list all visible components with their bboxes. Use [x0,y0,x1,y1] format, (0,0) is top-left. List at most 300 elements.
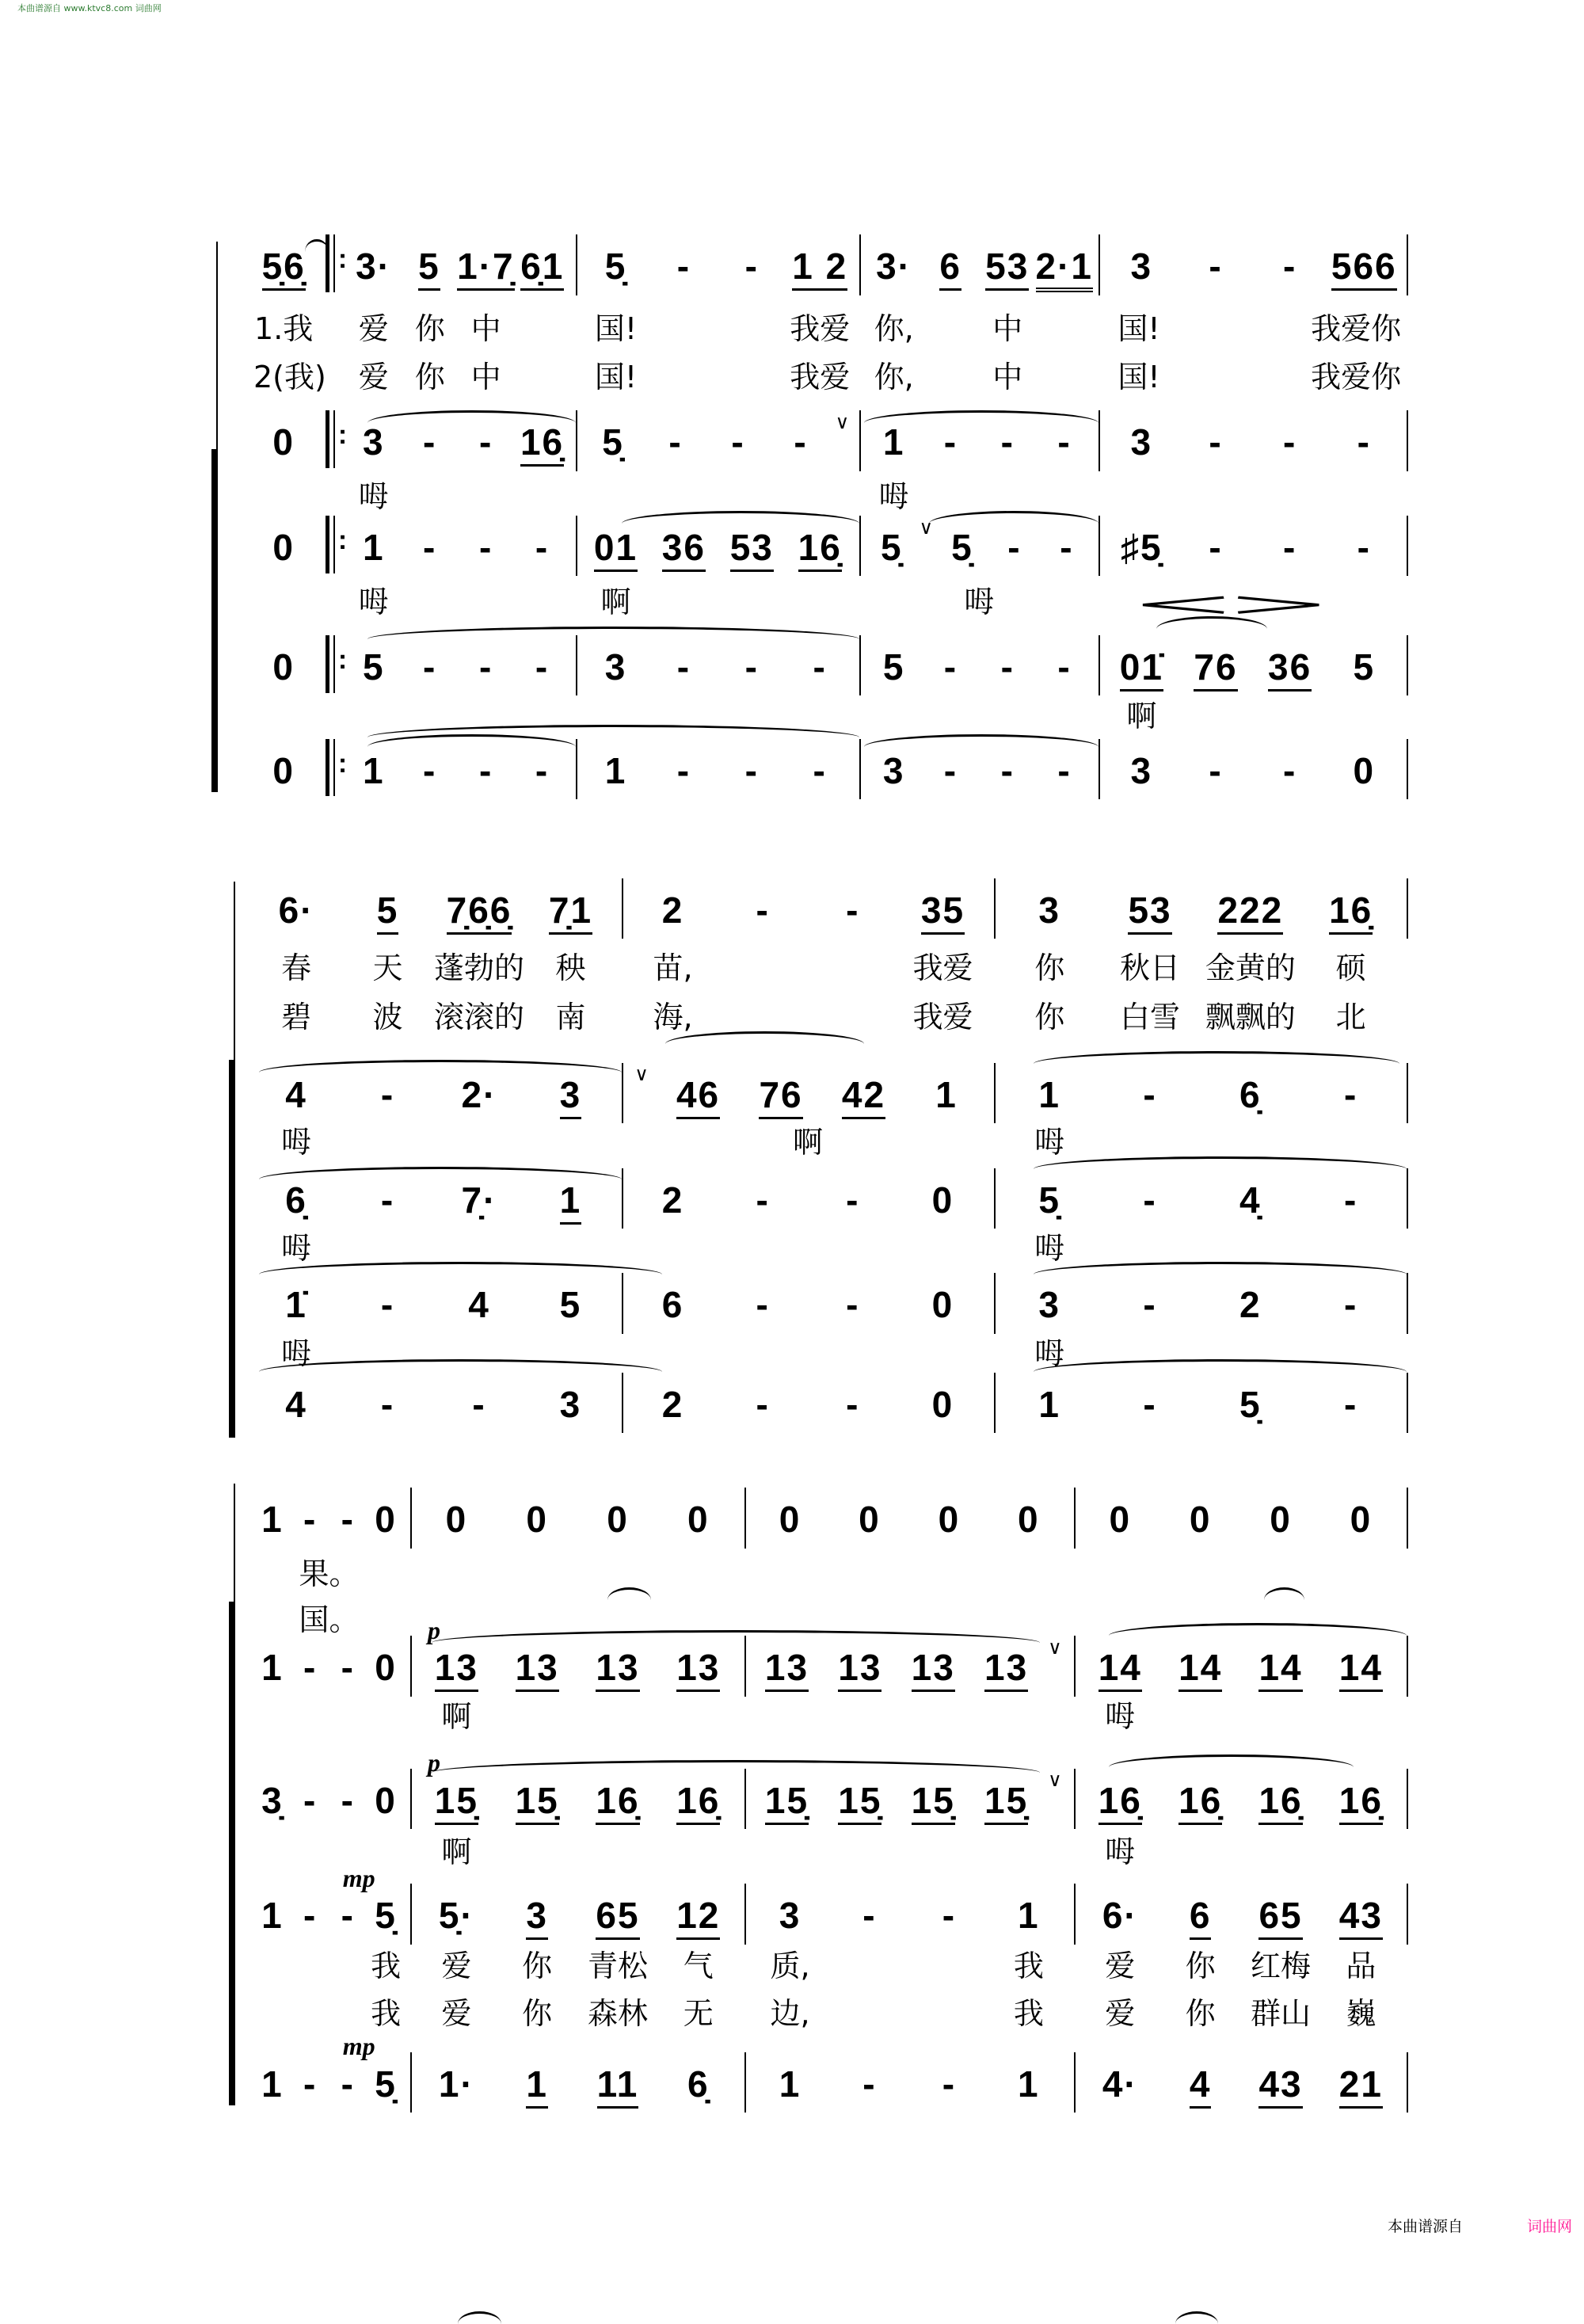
dash-extension [1253,749,1327,791]
note [342,890,433,932]
note [1105,749,1179,791]
note-text: 0 [687,1499,710,1541]
measure [1105,519,1402,577]
dash-extension [808,1383,898,1425]
note [824,1647,897,1689]
lyric-text: 果。 [299,1556,360,1592]
dash-extension [988,526,1041,568]
note [740,1073,822,1115]
note-text: - [341,1647,355,1689]
lyric-text: 国! [1118,311,1160,346]
barline [622,1373,623,1433]
note-text: - [1007,526,1022,568]
note [250,1073,341,1115]
note-text: 36 [1268,646,1312,691]
barline [744,1636,746,1696]
dash-extension [1100,1284,1201,1326]
note [253,1647,291,1689]
note-text: 3 [363,421,385,463]
dash-extension [514,646,570,688]
dash-extension [718,246,786,288]
note [905,1073,988,1115]
measure [253,1639,405,1697]
dash-extension [514,749,570,791]
slur-arc [458,2311,501,2324]
lyric-text: 国! [594,360,638,395]
note-text: 0 [272,421,295,463]
note [525,1179,616,1221]
note-text: 15̣ [912,1780,955,1825]
note-text: 0 [1018,1499,1040,1541]
repeat-start-sign: : [326,635,340,693]
lyric-syllable [866,311,923,346]
dash-extension [1178,526,1253,568]
barline [1099,516,1100,576]
note-text: ∨ [835,411,851,433]
dash-extension [291,1779,329,1821]
dash-extension [1327,421,1401,463]
note [577,1647,658,1689]
lyrics-measure [345,579,570,625]
lyric-syllable [1160,1948,1240,1983]
note-text: 5̣ [375,2063,397,2105]
note [253,421,314,463]
note [1000,1179,1100,1221]
lyric-text: 啊 [441,1834,472,1870]
note-text: 1 [882,421,905,463]
note-text: - [1357,421,1371,463]
lyric-text: 中 [992,360,1023,395]
dash-extension [718,1383,808,1425]
note [1200,890,1300,932]
note [577,2063,658,2105]
lyric-text: 我 [371,1948,402,1983]
lyric-text: 质, [770,1948,810,1983]
lyric-text: 啊 [1126,698,1157,733]
measure [750,1491,1068,1549]
note-text: 16̣ [1339,1780,1383,1825]
lyrics-measure [866,579,1093,625]
barline [1407,1769,1408,1829]
note-text: - [744,646,759,688]
note [898,1179,988,1221]
lyric-text: 我爱 [912,999,973,1034]
note [497,1647,577,1689]
note [1105,246,1179,288]
note-text: 0 [272,749,295,791]
note [1253,646,1327,688]
dynamic-marking: mp [342,1863,375,1892]
note [497,1499,577,1541]
note-text: 21 [1339,2063,1383,2109]
note-text: - [1143,1179,1157,1221]
measure [628,882,988,939]
note [514,421,570,463]
note [628,1383,718,1425]
dash-extension [923,421,980,463]
note-text: 1 [935,1073,958,1115]
measure [628,1375,988,1433]
note-text: - [341,2063,355,2105]
note [897,1647,969,1689]
dash-extension [718,646,786,688]
choir-bracket [229,1602,234,2105]
note-text: 5 [363,646,385,688]
slur-arc [367,627,860,639]
lyric-text: 品 [1346,1948,1376,1983]
lyric-text: 啊 [441,1699,472,1735]
lyric-text: 秋日 [1120,950,1181,985]
note-text: 7̣6̣6̣ [447,890,512,935]
note-text: 3 [1130,421,1153,463]
note-text: 5̣ [1038,1179,1061,1221]
note-text: 1 [261,1647,284,1689]
dash-extension [909,2063,988,2105]
note [898,890,988,932]
lyric-text: 无 [683,1995,714,2031]
lyric-syllable [250,1124,341,1160]
note-text: 2 [1239,1284,1262,1326]
dash-extension [923,646,980,688]
note [718,526,786,568]
dash-extension [329,1779,367,1821]
barline [859,516,861,576]
note [1321,2063,1401,2105]
note [1321,1499,1401,1541]
barline [410,2052,412,2113]
note [1080,1647,1160,1689]
lyric-text: 气 [683,1948,714,1983]
measure [582,413,855,471]
note [898,1284,988,1326]
lyric-text: 天 [372,950,403,985]
pickup-measure [253,638,314,695]
note-text: - [942,2063,957,2105]
dash-extension [1178,421,1253,463]
note [824,1779,897,1821]
note-text: - [1209,526,1223,568]
note-text: - [1209,749,1223,791]
lyric-text: 你, [874,360,914,395]
note-text: 0 [607,1499,629,1541]
note-text: 2 [661,1179,684,1221]
measure [416,2055,738,2113]
lyric-syllable [250,1231,341,1267]
lyric-text: 爱 [1105,1995,1136,2031]
lyrics-measure [1000,945,1401,991]
dash-extension [1300,1383,1401,1425]
dash-extension [979,749,1036,791]
note-text: 35 [921,890,965,935]
note-text: 3̣ [261,1779,284,1821]
breath-mark [1043,1639,1068,1658]
dash-extension [458,421,514,463]
note-text: ∨ [634,1064,650,1086]
note-text: 0 [375,1779,397,1821]
note-text: - [1143,1284,1157,1326]
note [866,421,923,463]
note [367,1647,405,1689]
lyrics-measure [628,1331,988,1377]
lyric-text: 爱 [1105,1948,1136,1983]
lyric-syllable [1000,1124,1100,1160]
note [253,1895,291,1937]
measure [750,2055,1068,2113]
lyric-text: 国! [1118,360,1160,395]
lyrics-measure [250,945,616,991]
note-text: 42 [842,1074,885,1119]
note [628,1179,718,1221]
note [1200,1073,1300,1115]
note-text: 0 [1109,1499,1132,1541]
note-text: 53 [1128,890,1171,935]
lyric-text: 爱 [441,1995,472,2031]
note-text: 13 [912,1647,955,1692]
measure [416,1491,738,1549]
dash-extension [342,1073,433,1115]
note-text: - [303,1647,318,1689]
note [1327,749,1401,791]
note-text: 1 [1038,1383,1061,1425]
dash-extension [342,1179,433,1221]
barline [1099,234,1100,295]
note-text: - [535,526,550,568]
pickup-lyrics [253,474,314,520]
dash-extension [707,421,770,463]
lyric-text: 我爱 [790,311,851,346]
lyric-syllable [345,311,402,346]
lyric-syllable [1311,360,1402,395]
lyric-text: 2(我) [253,360,326,395]
lyrics-measure [750,1829,1068,1875]
note-text: 13 [516,1647,559,1692]
dash-extension [433,1383,524,1425]
dash-extension [808,1179,898,1221]
lyric-text: 你 [414,360,445,395]
lyric-text: 我爱 [790,360,851,395]
note-text: - [380,1179,395,1221]
note-text: 0 [1270,1499,1292,1541]
note-text: - [341,1779,355,1821]
dash-extension [649,646,718,688]
pickup-measure [253,741,314,799]
lyrics-measure [253,1829,405,1875]
choir-bracket [229,1060,234,1437]
note [253,246,314,288]
lyrics-measure [416,1551,738,1597]
lyric-text: 你 [414,311,445,346]
measure [628,1171,988,1229]
note-text: - [1282,749,1297,791]
lyrics-measure [1000,994,1401,1040]
measure [1000,882,1401,939]
note [433,1073,524,1115]
measure [250,1065,616,1123]
note-text: 1 [1038,1073,1061,1115]
lyric-text: 森林 [587,1995,648,2031]
note [866,646,923,688]
note [1327,646,1401,688]
measure [1080,1491,1401,1549]
note-text: 0 [931,1383,954,1425]
note-text: 1 [363,749,385,791]
note [1327,246,1401,288]
lyric-syllable [525,999,616,1034]
note-text: - [1209,246,1223,288]
lyric-text: 1.我 [254,311,314,346]
note-text: 4 [1190,2063,1212,2109]
measure [1080,1639,1401,1697]
note [1321,1895,1401,1937]
note [1000,890,1100,932]
note-text: 5 [377,890,399,935]
lyrics-measure [1105,693,1402,739]
note [416,2063,497,2105]
measure [1000,1065,1401,1123]
barline [1407,878,1408,939]
measure [253,1491,405,1549]
note-text: 16̣ [1258,1780,1302,1825]
lyric-syllable [989,1995,1068,2031]
lyric-text: 中 [992,311,1023,346]
barline [1074,1769,1076,1829]
note-text: 3 [604,646,627,688]
note-text: 15̣ [435,1780,478,1825]
measure [866,638,1093,695]
note-text: - [846,1383,860,1425]
note-text: - [423,421,437,463]
note-text: 14 [1178,1647,1222,1692]
note [345,749,402,791]
note [897,1779,969,1821]
pickup-lyrics [253,579,314,625]
note-text: 14 [1258,1647,1302,1692]
slur-arc [259,1060,622,1072]
note-text: 0 [272,526,295,568]
measure [253,1887,405,1945]
lyric-text: 我爱你 [1311,311,1402,346]
note-text: 13 [676,1647,720,1692]
note-text: ♯5̣ [1121,526,1163,568]
dash-extension [1300,1179,1401,1221]
lyric-syllable [1300,999,1401,1034]
note [582,646,650,688]
note-text: - [535,646,550,688]
note-text: 1 [261,1895,284,1937]
note [1080,1895,1160,1937]
note-text: 13 [838,1647,881,1692]
note-text: - [472,1383,486,1425]
note-text: - [341,1895,355,1937]
note-text: 5 [418,246,440,291]
choir-bracket [211,449,217,792]
dash-extension [402,526,458,568]
lyric-text: 南 [555,999,586,1034]
lyrics-measure [750,1693,1068,1739]
note-text: - [676,749,691,791]
note-text: 65 [596,1895,639,1940]
note-text: 4 [285,1383,307,1425]
measure [1105,741,1402,799]
note-text: 16̣ [520,421,564,467]
note [1035,246,1093,288]
lyric-syllable [433,950,524,985]
note [1105,421,1179,463]
lyric-syllable [866,360,923,395]
note-text: 7̣· [461,1179,497,1221]
lyric-text: 中 [470,360,501,395]
lyrics-measure [253,1943,405,1989]
note [416,1779,497,1821]
note [525,890,616,932]
lyric-text: 我 [1013,1948,1044,1983]
lyrics-measure [253,1693,405,1739]
note-text: 3 [779,1895,802,1937]
note [345,421,402,463]
lyric-syllable [582,311,650,346]
footer-site-link[interactable]: 词曲网 [1527,2218,1573,2235]
measure [1080,1887,1401,1945]
lyrics-measure [582,305,855,351]
lyric-syllable [1200,999,1300,1034]
lyric-syllable [750,1948,829,1983]
barline [1074,1636,1076,1696]
note [1240,1779,1320,1821]
barline [410,1488,412,1548]
note-text: 3· [356,246,391,288]
barline [744,1488,746,1548]
note-text: 6 [661,1284,684,1326]
note [750,1895,829,1937]
lyric-text: 呣 [281,1231,312,1267]
note [433,1179,524,1221]
dash-extension [830,2063,909,2105]
note-text: 16̣ [798,527,842,572]
repeat-start-sign: : [326,739,340,797]
lyric-text: 你, [874,311,914,346]
lyrics-measure [1080,1597,1401,1643]
lyric-text: 国! [594,311,638,346]
note [1178,646,1253,688]
note-text: - [423,749,437,791]
lyric-syllable [342,999,433,1034]
dash-extension [718,1284,808,1326]
dash-extension [291,2063,329,2105]
lyric-syllable [898,999,988,1034]
note-text: 222 [1217,890,1283,935]
lyric-syllable [658,1948,739,1983]
lyric-syllable [772,1124,844,1160]
note [577,1779,658,1821]
note [658,1499,739,1541]
note-text: 1 [261,2063,284,2105]
barline [1407,2052,1408,2113]
note-text: - [1057,421,1072,463]
note-text: 0 [272,646,295,688]
lyric-text: 红梅 [1251,1948,1312,1983]
note-text: - [668,421,683,463]
lyric-syllable [1240,1948,1320,1983]
note [1200,1179,1300,1221]
note-text: 15̣ [516,1780,559,1825]
measure [582,638,855,695]
note-text: 11 [597,2063,639,2109]
dash-extension [1300,1284,1401,1326]
note [1080,2063,1160,2105]
note-text: - [862,2063,877,2105]
note [1080,1779,1160,1821]
lyric-syllable [253,1556,405,1592]
